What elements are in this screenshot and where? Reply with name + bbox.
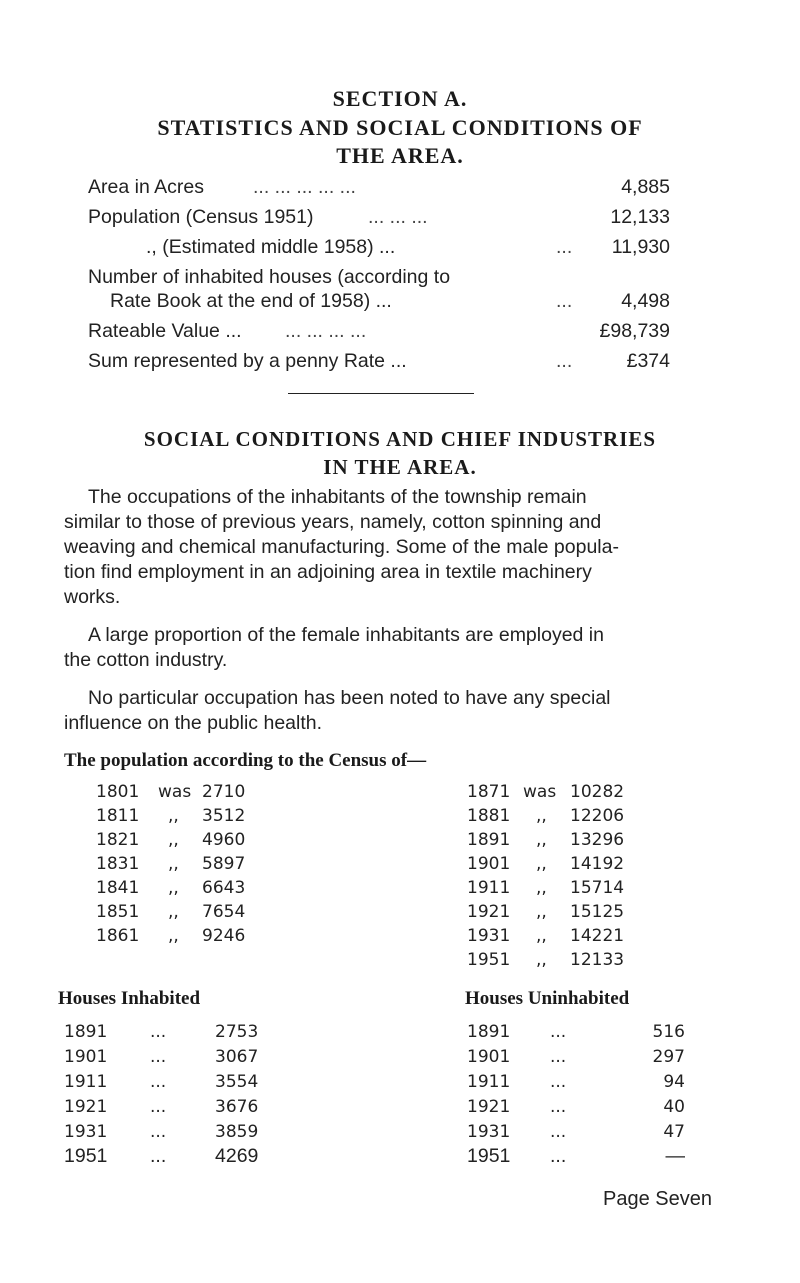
- census-year: 1801: [96, 782, 140, 802]
- hi-dots: ...: [150, 1047, 167, 1067]
- census-year: 1951: [467, 950, 511, 970]
- census-value: 4960: [202, 830, 246, 850]
- census-value: 12133: [570, 950, 625, 970]
- stat-population-1958-dots: ...: [556, 236, 573, 258]
- census-year: 1871: [467, 782, 511, 802]
- census-sep: ,,: [168, 830, 179, 850]
- para2-line: A large proportion of the female inhabitants are employed in: [88, 624, 604, 646]
- para3-line: influence on the public health.: [64, 712, 323, 734]
- hu-year: 1921: [467, 1097, 511, 1117]
- stat-penny-rate-dots: ...: [556, 350, 573, 372]
- section-title: SECTION A.: [332, 86, 468, 111]
- hu-value: 297: [652, 1047, 685, 1067]
- census-sep: was: [158, 782, 192, 802]
- hi-value: 3859: [215, 1122, 259, 1142]
- stat-rateable-value: £98,739: [599, 320, 670, 342]
- census-sep: ,,: [168, 902, 179, 922]
- para2-line: the cotton industry.: [64, 649, 228, 671]
- hi-value: 3554: [215, 1072, 259, 1092]
- census-value: 6643: [202, 878, 246, 898]
- hi-dots: ...: [150, 1097, 167, 1117]
- census-value: 3512: [202, 806, 246, 826]
- para1-line: tion find employment in an adjoining area in textile machinery: [64, 561, 592, 583]
- stat-area-value: 4,885: [621, 176, 670, 198]
- stat-houses-label-line2: Rate Book at the end of 1958) ...: [110, 290, 392, 312]
- section-subtitle-line1: STATISTICS AND SOCIAL CONDITIONS OF: [157, 115, 643, 140]
- census-value: 10282: [570, 782, 625, 802]
- hi-year: 1901: [64, 1047, 108, 1067]
- para1-line: The occupations of the inhabitants of the township remain: [88, 486, 587, 508]
- stat-houses-label-line1: Number of inhabited houses (according to: [88, 266, 451, 288]
- census-value: 15125: [570, 902, 625, 922]
- hi-year: 1911: [64, 1072, 108, 1092]
- hi-dots: ...: [150, 1022, 167, 1042]
- census-year: 1821: [96, 830, 140, 850]
- stat-population-1958-label: ., (Estimated middle 1958) ...: [146, 236, 396, 258]
- hi-dots: ...: [150, 1122, 167, 1142]
- hu-value: 47: [663, 1122, 685, 1142]
- hi-dots: ...: [150, 1072, 167, 1092]
- census-value: 14192: [570, 854, 625, 874]
- stat-rateable-label: Rateable Value ...: [88, 320, 242, 342]
- stat-population-1951-label: Population (Census 1951): [88, 206, 314, 228]
- hu-dots: ...: [550, 1022, 567, 1042]
- stat-population-1951-dots: ... ... ...: [368, 206, 428, 228]
- census-value: 2710: [202, 782, 246, 802]
- census-sep: ,,: [168, 878, 179, 898]
- para1-line: similar to those of previous years, namely, cotton spinning and: [64, 511, 602, 533]
- stat-population-1951-value: 12,133: [610, 206, 670, 228]
- hu-year: 1901: [467, 1047, 511, 1067]
- hu-value: 516: [652, 1022, 685, 1042]
- hu-dots: ...: [550, 1145, 567, 1167]
- census-year: 1811: [96, 806, 140, 826]
- stat-houses-dots: ...: [556, 290, 573, 312]
- census-value: 15714: [570, 878, 625, 898]
- census-sep: ,,: [168, 926, 179, 946]
- hu-year: 1931: [467, 1122, 511, 1142]
- census-year: 1851: [96, 902, 140, 922]
- hi-year: 1891: [64, 1022, 108, 1042]
- hi-dots: ...: [150, 1145, 167, 1167]
- page-number: Page Seven: [603, 1188, 712, 1210]
- hu-value: 94: [663, 1072, 685, 1092]
- hu-value: —: [665, 1145, 685, 1167]
- social-heading-line1: SOCIAL CONDITIONS AND CHIEF INDUSTRIES: [143, 427, 657, 451]
- stat-rateable-dots: ... ... ... ...: [285, 320, 367, 342]
- houses-uninhabited-heading: Houses Uninhabited: [465, 988, 630, 1009]
- census-value: 9246: [202, 926, 246, 946]
- census-sep: ,,: [536, 854, 547, 874]
- census-sep: ,,: [168, 806, 179, 826]
- hu-value: 40: [663, 1097, 685, 1117]
- houses-inhabited-heading: Houses Inhabited: [58, 988, 201, 1009]
- census-year: 1921: [467, 902, 511, 922]
- census-sep: ,,: [536, 902, 547, 922]
- stat-population-1958-value: 11,930: [611, 236, 670, 258]
- census-sep: ,,: [168, 854, 179, 874]
- section-subtitle-line2: THE AREA.: [336, 143, 464, 168]
- para3-line: No particular occupation has been noted to have any special: [88, 687, 611, 709]
- stat-houses-value: 4,498: [621, 290, 670, 312]
- hu-dots: ...: [550, 1072, 567, 1092]
- census-year: 1891: [467, 830, 511, 850]
- census-year: 1931: [467, 926, 511, 946]
- census-sep: ,,: [536, 878, 547, 898]
- census-sep: ,,: [536, 830, 547, 850]
- hi-year: 1921: [64, 1097, 108, 1117]
- stat-area-dots: ... ... ... ... ...: [253, 176, 356, 198]
- census-year: 1861: [96, 926, 140, 946]
- census-value: 13296: [570, 830, 625, 850]
- census-sep: ,,: [536, 806, 547, 826]
- census-sep: ,,: [536, 926, 547, 946]
- census-heading: The population according to the Census of—: [64, 750, 427, 771]
- social-heading-line2: IN THE AREA.: [323, 455, 477, 479]
- stat-penny-rate-value: £374: [626, 350, 670, 372]
- hu-dots: ...: [550, 1122, 567, 1142]
- hu-year: 1891: [467, 1022, 511, 1042]
- hi-year: 1931: [64, 1122, 108, 1142]
- census-year: 1901: [467, 854, 511, 874]
- census-year: 1911: [467, 878, 511, 898]
- census-sep: was: [523, 782, 557, 802]
- hu-year: 1911: [467, 1072, 511, 1092]
- hi-value: 3676: [215, 1097, 259, 1117]
- stat-area-label: Area in Acres: [88, 176, 204, 198]
- hi-value: 2753: [215, 1022, 259, 1042]
- hi-year: 1951: [64, 1145, 108, 1167]
- census-year: 1841: [96, 878, 140, 898]
- census-year: 1831: [96, 854, 140, 874]
- hi-value: 3067: [215, 1047, 259, 1067]
- hu-year: 1951: [467, 1145, 511, 1167]
- census-value: 5897: [202, 854, 246, 874]
- hu-dots: ...: [550, 1097, 567, 1117]
- census-year: 1881: [467, 806, 511, 826]
- census-value: 14221: [570, 926, 625, 946]
- hi-value: 4269: [215, 1145, 259, 1167]
- para1-line: weaving and chemical manufacturing. Some of the male popula-: [64, 536, 619, 558]
- divider-rule: [288, 393, 474, 394]
- census-value: 12206: [570, 806, 625, 826]
- hu-dots: ...: [550, 1047, 567, 1067]
- para1-line: works.: [64, 586, 121, 608]
- census-sep: ,,: [536, 950, 547, 970]
- stat-penny-rate-label: Sum represented by a penny Rate ...: [88, 350, 407, 372]
- census-value: 7654: [202, 902, 246, 922]
